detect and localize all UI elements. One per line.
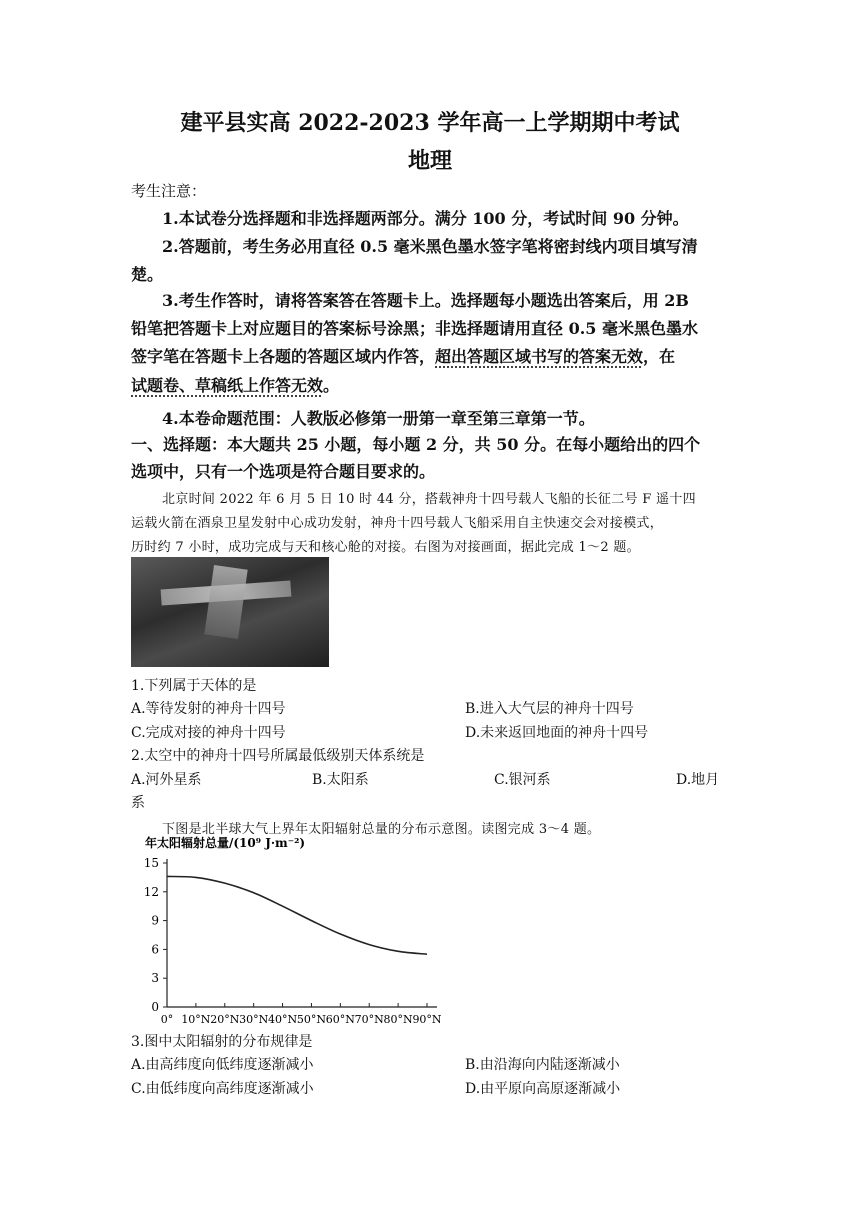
question-3-option-a: A.由高纬度向低纬度逐渐减小: [131, 1057, 314, 1073]
notice-item-3: 3.考生作答时，请将答案答在答题卡上。选择题每小题选出答案后，用 2B: [162, 291, 689, 310]
docking-photo: [131, 557, 329, 667]
notice-item-3-line4: [131, 373, 339, 396]
passage-1-line-1: 北京时间 2022 年 6 月 5 日 10 时 44 分，搭载神舟十四号载人飞船的长征二号 F 遥十四: [162, 492, 696, 507]
question-1-stem: 1.下列属于天体的是: [131, 678, 257, 694]
notice-item-2: 2.答题前，考生务必用直径 0.5 毫米黑色墨水签字笔将密封线内项目填写清: [162, 237, 698, 256]
notice-emphasis-2: 试题卷、草稿纸上作答无效: [131, 376, 324, 395]
chart-x-tick-label: 90°N: [412, 1013, 442, 1026]
question-3-stem: 3.图中太阳辐射的分布规律是: [131, 1034, 313, 1050]
exam-title: 建平县实高 2022-2023 学年高一上学期期中考试: [180, 110, 680, 136]
notice-item-3-line2: 铅笔把答题卡上对应题目的答案标号涂黑；非选择题请用直径 0.5 毫米黑色墨水: [131, 319, 698, 338]
chart-y-label: 年太阳辐射总量/(10⁹ J·m⁻²): [145, 836, 306, 850]
solar-radiation-chart: [125, 833, 465, 1028]
chart-x-tick-label: 50°N: [296, 1013, 327, 1026]
section-1-heading: 一、选择题：本大题共 25 小题，每小题 2 分，共 50 分。在每小题给出的四个: [131, 435, 701, 454]
chart-x-tick-label: 80°N: [383, 1013, 413, 1026]
passage-1-line-3: 历时约 7 小时，成功完成与天和核心舱的对接。右图为对接画面，据此完成 1～2 题。: [131, 540, 640, 555]
question-3-option-b: B.由沿海向内陆逐渐减小: [465, 1057, 620, 1073]
notice-item-2-cont: 楚。: [131, 265, 164, 284]
notice-item-3-line3a: 签字笔在答题卡上各题的答题区域内作答，: [131, 347, 436, 366]
notice-item-3-line3: [131, 344, 675, 367]
notice-heading: 考生注意：: [131, 182, 207, 200]
chart-x-tick-label: 30°N: [239, 1013, 269, 1026]
notice-item-4: 4.本卷命题范围：人教版必修第一册第一章至第三章第一节。: [162, 409, 595, 428]
section-1-heading-cont: 选项中，只有一个选项是符合题目要求的。: [131, 462, 436, 481]
subject-title: 地理: [407, 148, 452, 174]
chart-x-tick-label: 70°N: [354, 1013, 384, 1026]
question-3-option-c: C.由低纬度向高纬度逐渐减小: [131, 1081, 314, 1097]
question-1-option-d: D.未来返回地面的神舟十四号: [465, 725, 649, 741]
notice-item-1: 1.本试卷分选择题和非选择题两部分。满分 100 分，考试时间 90 分钟。: [162, 209, 689, 228]
notice-emphasis-1: 超出答题区域书写的答案无效: [435, 347, 644, 366]
question-3-option-d: D.由平原向高原逐渐减小: [465, 1081, 621, 1097]
question-1-option-a: A.等待发射的神舟十四号: [131, 701, 286, 717]
passage-1-line-2: 运载火箭在酒泉卫星发射中心成功发射，神舟十四号载人飞船采用自主快速交会对接模式，: [131, 516, 664, 531]
question-1-option-b: B.进入大气层的神舟十四号: [465, 701, 634, 717]
question-1-option-c: C.完成对接的神舟十四号: [131, 725, 286, 741]
chart-x-tick-label: 60°N: [325, 1013, 355, 1026]
photo-spacecraft: [204, 565, 247, 639]
chart-series-line: [167, 876, 427, 954]
notice-item-3-line3c: ，在: [643, 347, 676, 366]
chart-y-tick-label: 15: [143, 856, 159, 870]
question-2-stem: 2.太空中的神舟十四号所属最低级别天体系统是: [131, 748, 425, 764]
chart-y-tick-label: 0: [151, 1000, 159, 1014]
chart-x-tick-label: 40°N: [267, 1013, 298, 1026]
chart-y-tick-label: 12: [143, 884, 159, 899]
chart-y-tick-label: 3: [151, 971, 159, 986]
question-2-option-d: D.地月: [676, 772, 720, 788]
chart-x-tick-label: 10°N: [181, 1013, 211, 1026]
chart-x-tick-label: 20°N: [210, 1013, 240, 1026]
chart-y-tick-label: 9: [151, 913, 159, 928]
question-2-option-a: A.河外星系: [131, 772, 202, 788]
chart-x-tick-label: 0°: [160, 1013, 174, 1026]
passage-2: 下图是北半球大气上界年太阳辐射总量的分布示意图。读图完成 3～4 题。: [162, 822, 601, 837]
chart-y-tick-label: 6: [151, 942, 159, 957]
question-2-option-c: C.银河系: [494, 772, 551, 788]
notice-item-3-line4b: 。: [323, 376, 340, 395]
question-2-option-d-cont: 系: [131, 795, 145, 811]
question-2-option-b: B.太阳系: [312, 772, 369, 788]
